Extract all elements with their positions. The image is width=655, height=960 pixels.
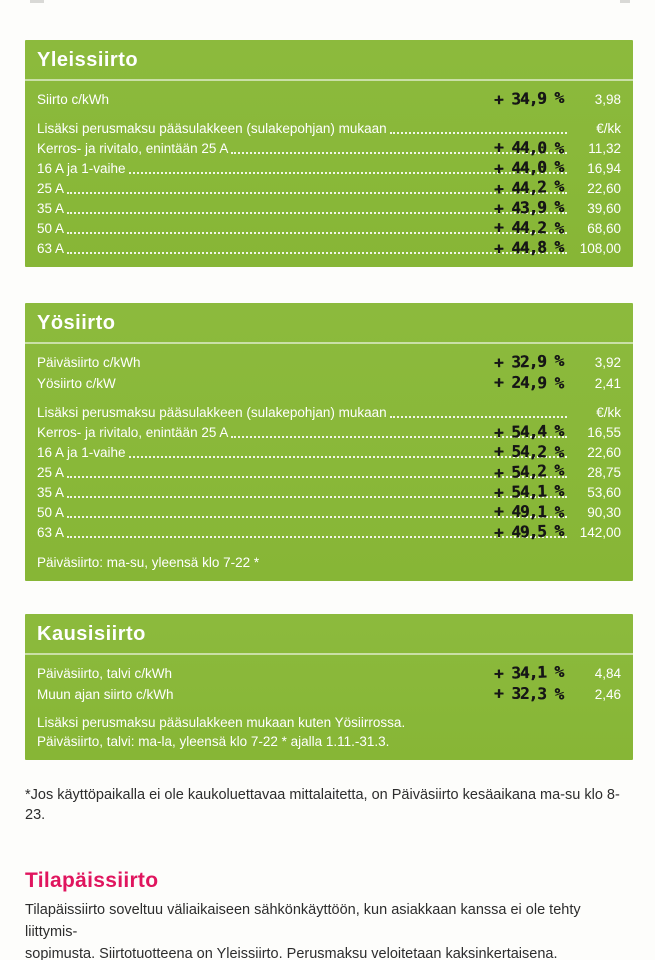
panel-yleissiirto <box>25 40 633 267</box>
scan-artifact <box>620 0 630 3</box>
row-label: 35 A <box>37 201 65 216</box>
row-value: 3,98 <box>594 92 621 107</box>
price-row <box>37 482 621 502</box>
page-content <box>25 40 633 960</box>
panel-note: Päiväsiirto, talvi: ma-la, yleensä klo 7-22 * ajalla 1.11.-31.3. <box>37 734 390 749</box>
row-label: Kerros- ja rivitalo, enintään 25 A <box>37 425 229 440</box>
price-row <box>37 502 621 522</box>
panel-body <box>25 344 633 581</box>
dotted-leader <box>390 132 567 134</box>
price-row <box>37 462 621 482</box>
panel-kausisiirto <box>25 614 633 760</box>
price-row <box>37 198 621 218</box>
panel-body <box>25 81 633 267</box>
row-value: 108,00 <box>579 241 621 256</box>
row-value: 39,60 <box>587 201 621 216</box>
temporary-transfer-body <box>25 899 633 960</box>
handwritten-annotation: + 44,0 % <box>493 137 564 158</box>
row-label: 50 A <box>37 221 65 236</box>
dotted-leader <box>67 192 567 194</box>
asterisk-footnote: *Jos käyttöpaikalla ei ole kaukoluettavaa mittalaitetta, on Päiväsiirto kesäaikana ma-su klo 8-23. <box>25 787 620 823</box>
scan-artifact <box>30 0 44 3</box>
panel-body <box>25 655 633 760</box>
handwritten-annotation: + 49,5 % <box>493 521 564 542</box>
row-label: 16 A ja 1-vaihe <box>37 161 126 176</box>
row-value: 22,60 <box>587 445 621 460</box>
row-label: 50 A <box>37 505 65 520</box>
panel-note: Lisäksi perusmaksu pääsulakkeen mukaan kuten Yösiirrossa. <box>37 715 406 730</box>
handwritten-annotation: + 54,2 % <box>493 460 564 483</box>
spacer <box>37 704 621 713</box>
section-label: Lisäksi perusmaksu pääsulakkeen (sulakepohjan) mukaan <box>37 405 387 420</box>
handwritten-annotation: + 49,1 % <box>493 501 564 522</box>
dotted-leader <box>67 212 567 214</box>
row-label: Yösiirto c/kW <box>37 376 116 391</box>
row-label: Päiväsiirto, talvi c/kWh <box>37 666 173 681</box>
handwritten-annotation: + 43,9 % <box>493 197 564 218</box>
section-row <box>37 118 621 138</box>
unit-label: €/kk <box>596 121 621 136</box>
handwritten-annotation: + 32,9 % <box>493 351 564 372</box>
row-value: 11,32 <box>588 141 621 156</box>
price-row <box>37 662 621 683</box>
row-label: 16 A ja 1-vaihe <box>37 445 126 460</box>
handwritten-annotation: + 34,1 % <box>493 662 564 683</box>
handwritten-annotation: + 44,2 % <box>493 176 564 199</box>
row-value: 2,41 <box>594 376 621 391</box>
panel-title: Yleissiirto <box>25 40 633 81</box>
handwritten-annotation: + 44,0 % <box>493 157 564 178</box>
row-label: Muun ajan siirto c/kWh <box>37 687 174 702</box>
row-value: 3,92 <box>594 355 621 370</box>
row-label: Siirto c/kWh <box>37 92 110 107</box>
panel-footnote: Päiväsiirto: ma-su, yleensä klo 7-22 * <box>37 555 260 570</box>
handwritten-annotation: + 44,8 % <box>493 237 564 258</box>
dotted-leader <box>67 476 567 478</box>
dotted-leader <box>67 536 567 538</box>
section-label: Lisäksi perusmaksu pääsulakkeen (sulakepohjan) mukaan <box>37 121 387 136</box>
spacer <box>37 109 621 118</box>
dotted-leader <box>67 516 567 518</box>
handwritten-annotation: + 54,1 % <box>493 481 564 502</box>
price-row <box>37 238 621 258</box>
temporary-transfer-line1: Tilapäissiirto soveltuu väliaikaiseen sähkönkäyttöön, kun asiakkaan kanssa ei ole tehty liittymis- <box>25 902 581 940</box>
row-value: 90,30 <box>587 505 621 520</box>
row-label: 25 A <box>37 465 65 480</box>
handwritten-annotation: + 54,2 % <box>493 441 564 462</box>
row-value: 68,60 <box>587 221 621 236</box>
row-value: 4,84 <box>594 666 621 681</box>
price-row <box>37 158 621 178</box>
panel-title: Yösiirto <box>25 303 633 344</box>
row-value: 142,00 <box>579 525 621 540</box>
dotted-leader <box>390 416 567 418</box>
price-row <box>37 442 621 462</box>
dotted-leader <box>67 232 567 234</box>
row-label: 25 A <box>37 181 65 196</box>
price-row <box>37 178 621 198</box>
row-value: 16,55 <box>587 425 621 440</box>
handwritten-annotation: + 24,9 % <box>493 372 564 393</box>
handwritten-annotation: + 32,3 % <box>493 683 564 704</box>
row-label: Päiväsiirto c/kWh <box>37 355 141 370</box>
handwritten-annotation: + 44,2 % <box>493 217 564 238</box>
temporary-transfer-line2: sopimusta. Siirtotuotteena on Yleissiirto. Perusmaksu veloitetaan kaksinkertaisena. <box>25 946 558 960</box>
row-label: 63 A <box>37 241 65 256</box>
row-value: 53,60 <box>587 485 621 500</box>
row-label: 63 A <box>37 525 65 540</box>
panel-title: Kausisiirto <box>25 614 633 655</box>
price-row <box>37 138 621 158</box>
panel-yosiirto <box>25 303 633 581</box>
price-row <box>37 88 621 109</box>
row-value: 2,46 <box>594 687 621 702</box>
price-row <box>37 522 621 542</box>
temporary-transfer-title: Tilapäissiirto <box>25 869 159 892</box>
row-label: 35 A <box>37 485 65 500</box>
price-row <box>37 218 621 238</box>
price-row <box>37 422 621 442</box>
price-row <box>37 351 621 372</box>
unit-label: €/kk <box>596 405 621 420</box>
price-row <box>37 683 621 704</box>
row-value: 16,94 <box>587 161 621 176</box>
row-value: 28,75 <box>587 465 621 480</box>
price-row <box>37 372 621 393</box>
handwritten-annotation: + 34,9 % <box>493 88 564 109</box>
section-row <box>37 402 621 422</box>
handwritten-annotation: + 54,4 % <box>493 421 564 442</box>
row-value: 22,60 <box>587 181 621 196</box>
dotted-leader <box>67 252 567 254</box>
spacer <box>37 393 621 402</box>
dotted-leader <box>67 496 567 498</box>
row-label: Kerros- ja rivitalo, enintään 25 A <box>37 141 229 156</box>
